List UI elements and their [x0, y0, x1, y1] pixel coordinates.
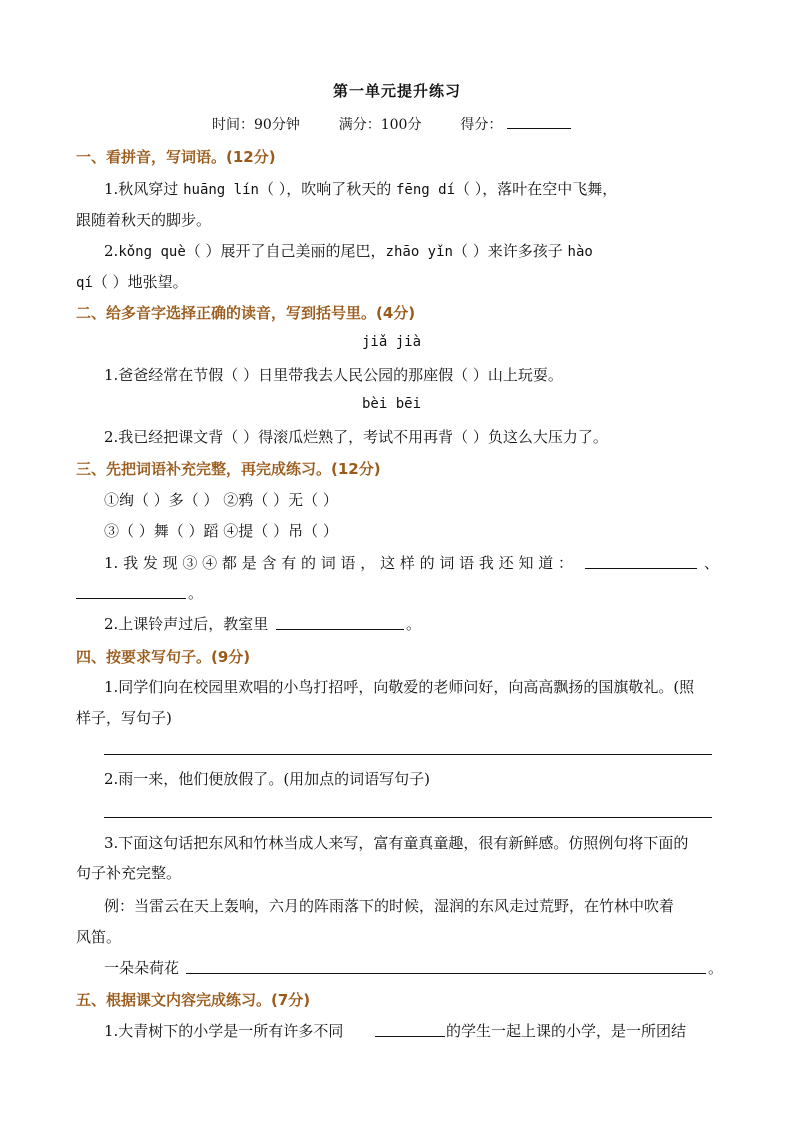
- s4-q3-period: 。: [708, 959, 724, 977]
- pinyin-kongque: kǒng què: [118, 244, 186, 260]
- s2-pinyin-bei: bèi bēi: [362, 396, 422, 412]
- s2-pinyin-jia: jiǎ jià: [362, 334, 422, 350]
- exam-meta: [212, 114, 571, 134]
- s1-q1-line2: 跟随着秋天的脚步。: [76, 211, 212, 229]
- s1-q2-line2: [76, 271, 188, 292]
- s3-q2: 2.上课铃声过后，教室里: [104, 615, 269, 633]
- section-4-heading: 四、按要求写句子。(9分): [76, 648, 251, 666]
- pinyin-fengdi: fēng dí: [396, 182, 456, 198]
- s3-row1[interactable]: ①绚（ ）多（ ） ②鸦（ ）无（ ）: [104, 491, 338, 509]
- section-2-heading: 二、给多音字选择正确的读音，写到括号里。(4分): [76, 304, 416, 322]
- s2-q1[interactable]: 1.爸爸经常在节假（ ）日里带我去人民公园的那座假（ ）山上玩耍。: [104, 366, 563, 384]
- s4-q3-prompt: 一朵朵荷花: [104, 959, 180, 977]
- s4-q2-answer-line[interactable]: [104, 817, 712, 818]
- s1-q2-line1: [104, 240, 593, 261]
- time-label: 时间：90分钟: [212, 117, 300, 133]
- section-5-heading: 五、根据课文内容完成练习。(7分): [76, 991, 311, 1009]
- s4-q3-line2: 句子补充完整。: [76, 864, 182, 882]
- s1-q2-num: 2.: [104, 242, 119, 260]
- s1-q2-text-d[interactable]: （ ）地张望。: [92, 273, 188, 291]
- score-label: 得分：: [460, 117, 503, 133]
- pinyin-zhaoyin: zhāo yǐn: [385, 244, 453, 260]
- s3-q1-period: 。: [188, 584, 204, 602]
- s3-row2[interactable]: ③（ ）舞（ ）蹈 ④提（ ）吊（ ）: [104, 522, 338, 540]
- pinyin-huanglin: huāng lín: [183, 182, 259, 198]
- s1-q1-line1: [104, 178, 617, 199]
- s4-q3-answer-line[interactable]: [186, 973, 706, 974]
- s3-q1-blank-1[interactable]: [585, 568, 697, 569]
- s1-q1-text-a: 1.秋风穿过: [104, 180, 184, 198]
- s3-q2-blank[interactable]: [276, 629, 404, 630]
- full-score-label: 满分：100分: [338, 117, 422, 133]
- s4-q1-line2: 样子，写句子): [76, 709, 172, 727]
- s4-q3-line1: 3.下面这句话把东风和竹林当成人来写，富有童真童趣，很有新鲜感。仿照例句将下面的: [104, 834, 689, 852]
- s2-q2[interactable]: 2.我已经把课文背（ ）得滚瓜烂熟了，考试不用再背（ ）负这么大压力了。: [104, 428, 608, 446]
- score-blank[interactable]: [507, 114, 571, 129]
- page-title: 第一单元提升练习: [332, 82, 461, 100]
- s3-q1-comma: 、: [704, 554, 720, 572]
- s3-q2-period: 。: [406, 615, 422, 633]
- s3-q1-blank-2[interactable]: [76, 598, 186, 599]
- s4-q1-answer-line[interactable]: [104, 754, 712, 755]
- s4-example-line1: 例：当雷云在天上轰响，六月的阵雨落下的时候，湿润的东风走过荒野，在竹林中吹着: [104, 897, 675, 915]
- pinyin-hao: hào: [567, 244, 593, 260]
- s4-q1-line1: 1.同学们向在校园里欢唱的小鸟打招呼，向敬爱的老师问好，向高高飘扬的国旗敬礼。(照: [104, 678, 695, 696]
- s5-q1-text-a: 1.大青树下的小学是一所有许多不同: [104, 1022, 344, 1040]
- section-3-heading: 三、先把词语补充完整，再完成练习。(12分): [76, 460, 381, 478]
- s1-q2-text-c[interactable]: （ ）来许多孩子: [452, 242, 568, 260]
- s4-q2: 2.雨一来，他们便放假了。(用加点的词语写句子): [104, 770, 431, 788]
- section-1-heading: 一、看拼音，写词语。(12分): [76, 148, 276, 166]
- s5-q1-blank[interactable]: [375, 1036, 445, 1037]
- s5-q1-text-b: 的学生一起上课的小学，是一所团结: [446, 1022, 687, 1040]
- pinyin-qi: qí: [76, 275, 93, 291]
- s4-example-line2: 风笛。: [76, 928, 122, 946]
- s3-q1: 1. 我 发 现 ③ ④ 都 是 含 有 的 词 语 ， 这 样 的 词 语 我 还 知 道 ：: [104, 554, 573, 572]
- s1-q2-text-b[interactable]: （ ）展开了自己美丽的尾巴，: [185, 242, 386, 260]
- s1-q1-text-c[interactable]: （ ），落叶在空中飞舞，: [455, 180, 618, 198]
- s1-q1-text-b[interactable]: （ ），吹响了秋天的: [258, 180, 396, 198]
